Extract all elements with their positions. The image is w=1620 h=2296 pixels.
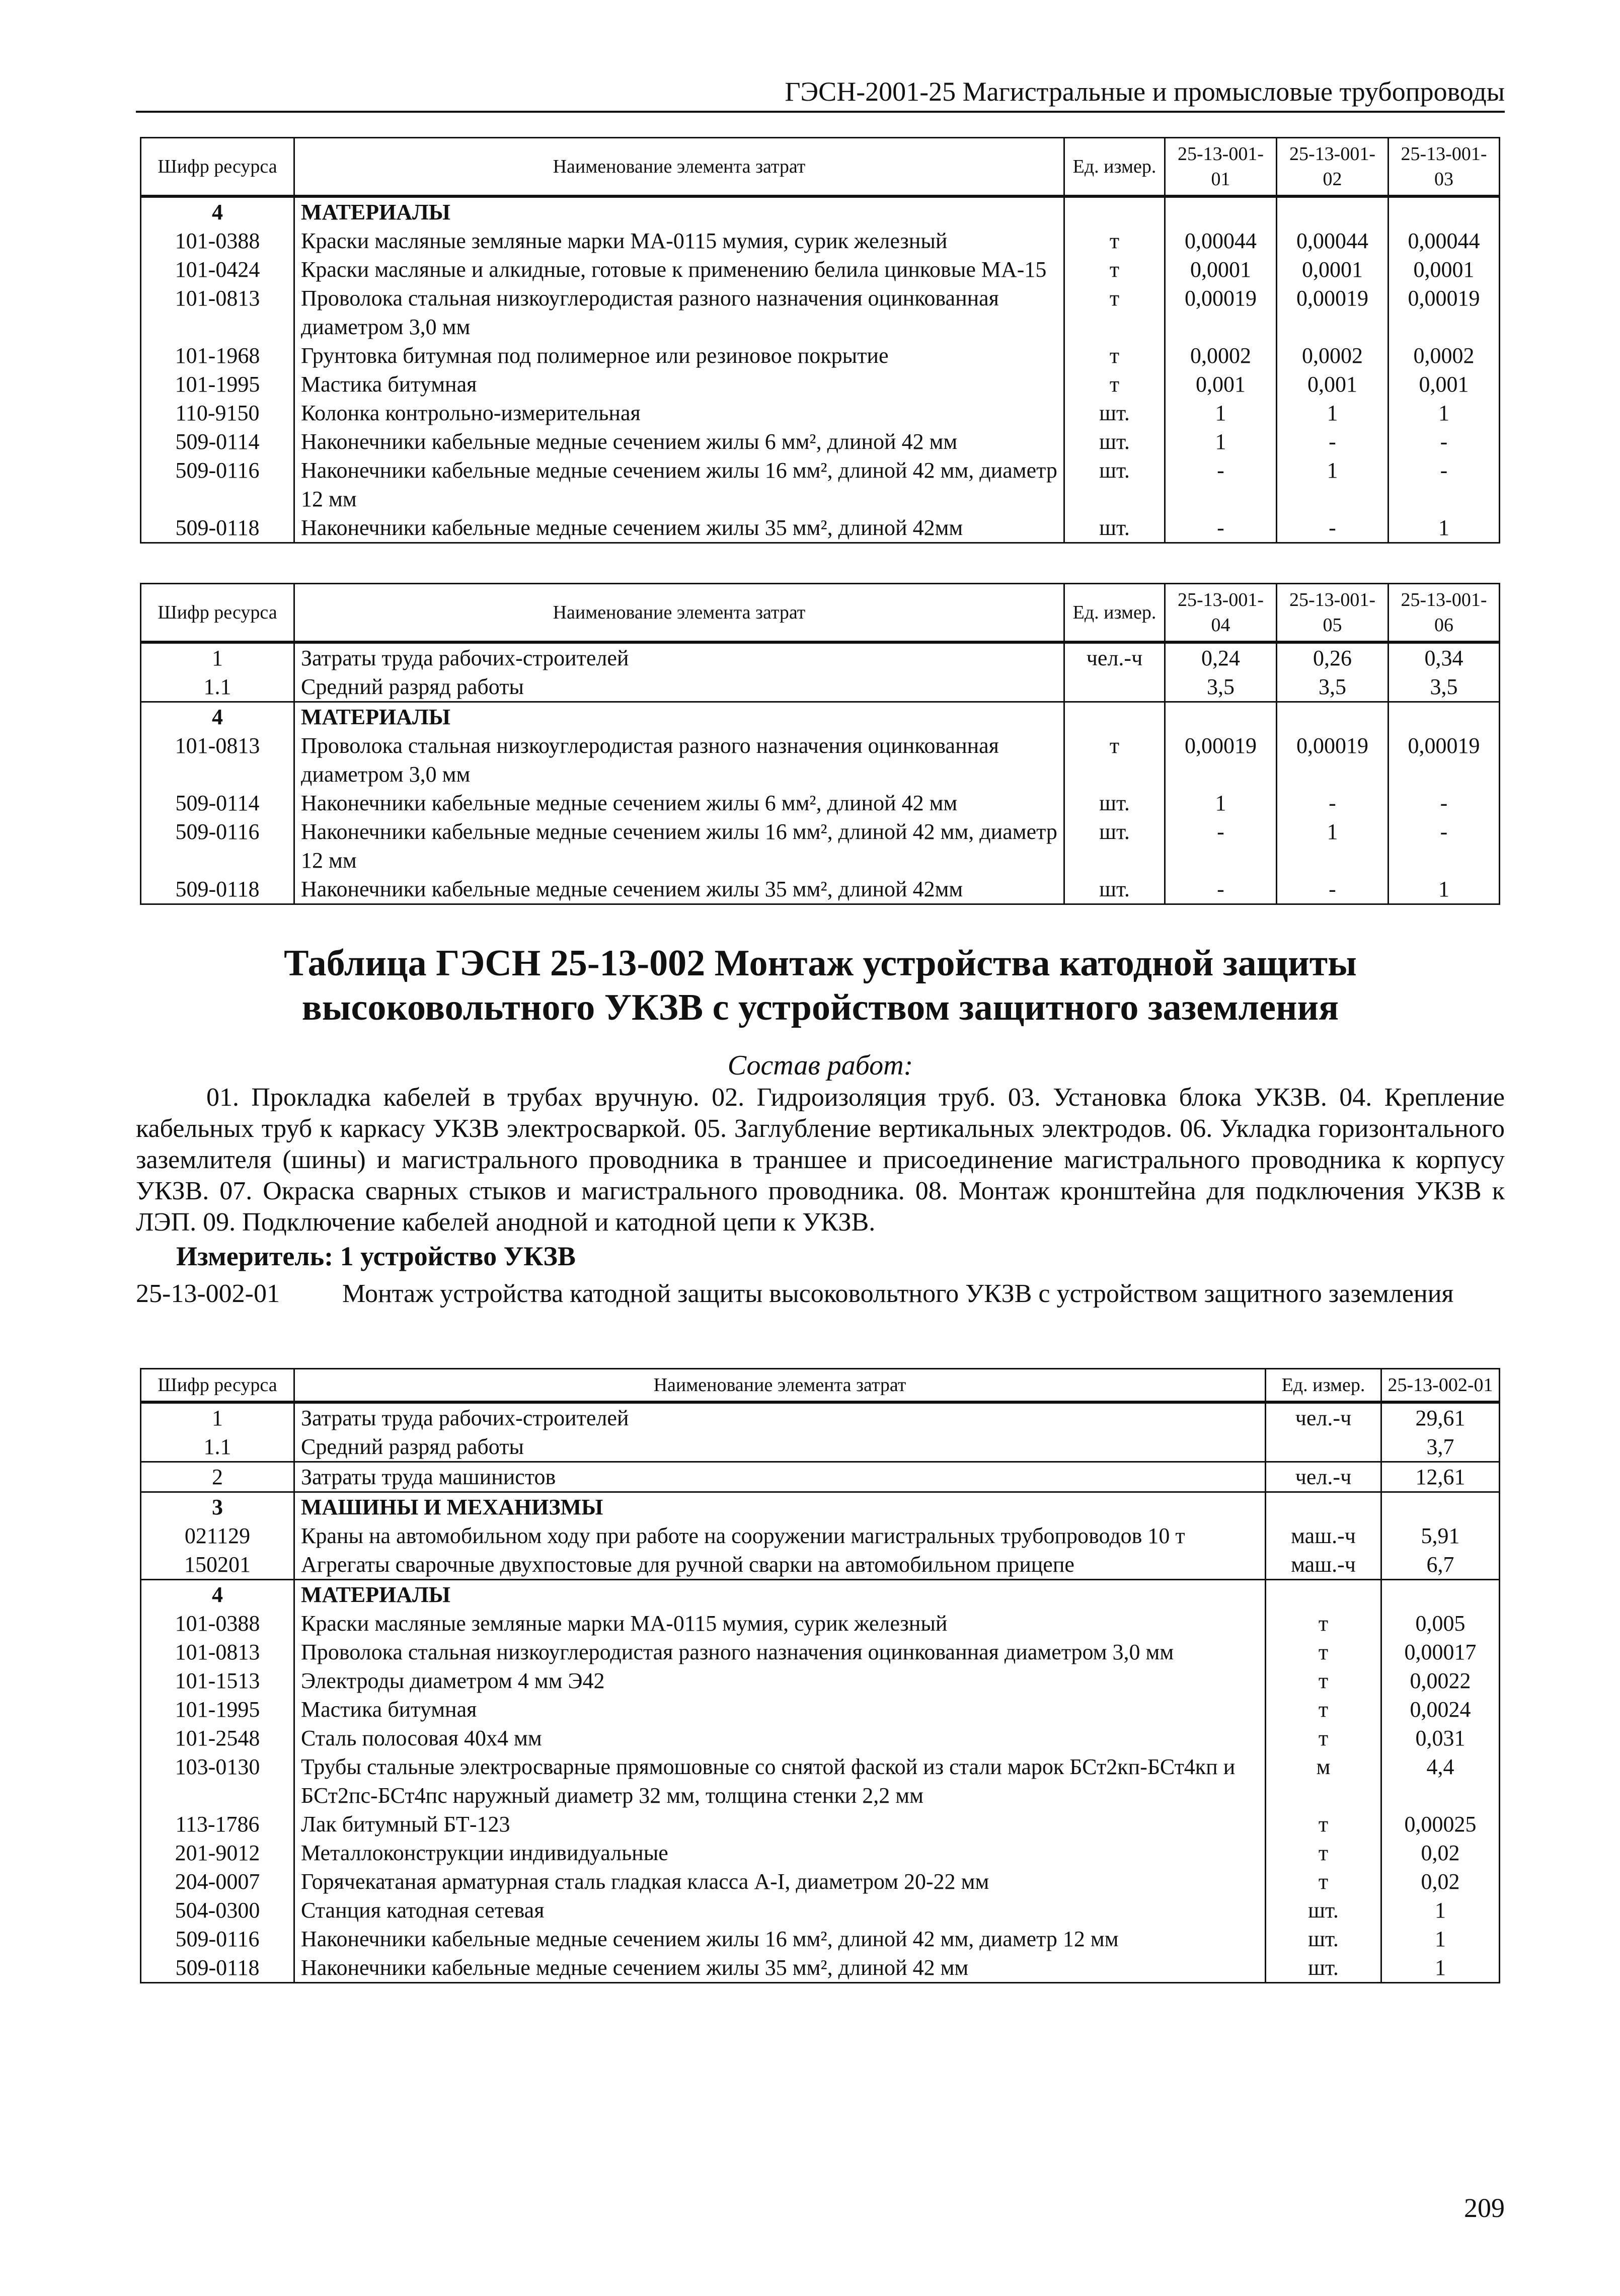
table-row [141, 1724, 1500, 1752]
row-value: - [1277, 875, 1388, 904]
row-value: 0,0002 [1277, 341, 1388, 370]
table-row [141, 1666, 1500, 1695]
row-name: Средний разряд работы [294, 1432, 1266, 1462]
col-header-norm: 25-13-001-06 [1388, 584, 1500, 643]
row-unit: шт. [1064, 789, 1165, 817]
row-code: 150201 [141, 1550, 294, 1580]
table-row [141, 1492, 1500, 1522]
row-name: Наконечники кабельные медные сечением жилы 16 мм², длиной 42 мм, диаметр 12 мм [294, 456, 1064, 513]
row-name: МАШИНЫ И МЕХАНИЗМЫ [294, 1492, 1266, 1522]
table-row [141, 1432, 1500, 1462]
row-unit: шт. [1064, 817, 1165, 875]
table-row [141, 1580, 1500, 1610]
row-code: 4 [141, 196, 294, 226]
col-header-name: Наименование элемента затрат [294, 1369, 1266, 1403]
row-value [1388, 196, 1500, 226]
row-name: Электроды диаметром 4 мм Э42 [294, 1666, 1266, 1695]
table-row [141, 1609, 1500, 1638]
row-unit: т [1064, 255, 1165, 284]
table-row [141, 1867, 1500, 1896]
row-value: 0,34 [1388, 642, 1500, 672]
composition-text: 01. Прокладка кабелей в трубах вручную. 02. Гидроизоляция труб. 03. Установка блока УКЗВ. 04. Крепление кабельных труб к каркасу УКЗВ электросваркой. 05. Заглубление вертикальных электродов. 06. Укладка горизонтального заземлителя (шины) и магистрального проводника в траншее и присоединение магистрального проводника к корпусу УКЗВ. 07. Окраска сварных стыков и магистрального проводника. 08. Монтаж кронштейна для подключения УКЗВ к ЛЭП. 09. Подключение кабелей анодной и катодной цепи к УКЗВ. [136, 1083, 1505, 1237]
row-value: 0,00025 [1381, 1810, 1500, 1839]
row-name: МАТЕРИАЛЫ [294, 1580, 1266, 1610]
table-header-row [141, 584, 1500, 643]
row-code: 101-0424 [141, 255, 294, 284]
row-unit: т [1064, 370, 1165, 399]
table-row [141, 731, 1500, 789]
table-row [141, 370, 1500, 399]
row-value: 3,5 [1388, 672, 1500, 702]
table-title: Таблица ГЭСН 25-13-002 Монтаж устройства катодной защиты высоковольтного УКЗВ с устройством защитного заземления [284, 943, 1357, 1028]
row-name: Станция катодная сетевая [294, 1896, 1266, 1925]
row-name: Агрегаты сварочные двухпостовые для ручной сварки на автомобильном прицепе [294, 1550, 1266, 1580]
row-code: 1.1 [141, 672, 294, 702]
row-unit: т [1266, 1666, 1381, 1695]
row-value: - [1277, 789, 1388, 817]
row-value: 0,0024 [1381, 1695, 1500, 1724]
row-name: Сталь полосовая 40х4 мм [294, 1724, 1266, 1752]
table-row [141, 875, 1500, 904]
row-name: Проволока стальная низкоуглеродистая разного назначения оцинкованная диаметром 3,0 мм [294, 731, 1064, 789]
row-value: 0,00019 [1277, 731, 1388, 789]
row-code: 201-9012 [141, 1839, 294, 1867]
row-value: - [1165, 817, 1277, 875]
row-unit: шт. [1064, 399, 1165, 427]
row-unit: шт. [1064, 875, 1165, 904]
col-header-code: Шифр ресурса [141, 584, 294, 643]
col-header-unit: Ед. измер. [1064, 138, 1165, 197]
row-value: 0,0001 [1388, 255, 1500, 284]
row-name: Наконечники кабельные медные сечением жилы 16 мм², длиной 42 мм, диаметр 12 мм [294, 817, 1064, 875]
row-value: 0,00044 [1277, 226, 1388, 255]
row-name: Наконечники кабельные медные сечением жилы 35 мм², длиной 42мм [294, 513, 1064, 543]
row-value: - [1388, 456, 1500, 513]
row-value: 1 [1381, 1896, 1500, 1925]
row-code: 103-0130 [141, 1752, 294, 1810]
row-value: 0,001 [1165, 370, 1277, 399]
row-unit: т [1064, 731, 1165, 789]
row-value: 0,001 [1388, 370, 1500, 399]
row-code: 101-0813 [141, 284, 294, 341]
norm-code: 25-13-002-01 [136, 1279, 280, 1308]
row-value [1165, 196, 1277, 226]
row-code: 509-0114 [141, 789, 294, 817]
col-header-code: Шифр ресурса [141, 138, 294, 197]
row-value [1388, 702, 1500, 732]
row-unit [1064, 672, 1165, 702]
col-header-unit: Ед. измер. [1266, 1369, 1381, 1403]
table-row [141, 817, 1500, 875]
row-value: - [1388, 789, 1500, 817]
row-name: МАТЕРИАЛЫ [294, 196, 1064, 226]
row-unit [1266, 1492, 1381, 1522]
row-value: 0,0001 [1277, 255, 1388, 284]
row-value: 1 [1388, 875, 1500, 904]
row-name: Горячекатаная арматурная сталь гладкая класса А-I, диаметром 20-22 мм [294, 1867, 1266, 1896]
row-unit: т [1064, 284, 1165, 341]
row-value: 29,61 [1381, 1402, 1500, 1432]
table-row [141, 456, 1500, 513]
row-unit: шт. [1064, 427, 1165, 456]
row-code: 509-0114 [141, 427, 294, 456]
row-code: 509-0118 [141, 513, 294, 543]
row-code: 101-1995 [141, 370, 294, 399]
row-unit: шт. [1064, 456, 1165, 513]
col-header-norm: 25-13-001-02 [1277, 138, 1388, 197]
row-name: Наконечники кабельные медные сечением жилы 35 мм², длиной 42мм [294, 875, 1064, 904]
row-unit: т [1266, 1638, 1381, 1666]
row-value: 0,00019 [1388, 284, 1500, 341]
row-name: Наконечники кабельные медные сечением жилы 6 мм², длиной 42 мм [294, 427, 1064, 456]
row-value: 1 [1381, 1953, 1500, 1983]
table-row [141, 1810, 1500, 1839]
row-code: 101-0813 [141, 731, 294, 789]
row-value: 0,0022 [1381, 1666, 1500, 1695]
row-value: 4,4 [1381, 1752, 1500, 1810]
row-unit: маш.-ч [1266, 1521, 1381, 1550]
table-row [141, 1402, 1500, 1432]
row-name: Мастика битумная [294, 1695, 1266, 1724]
row-name: Наконечники кабельные медные сечением жилы 35 мм², длиной 42 мм [294, 1953, 1266, 1983]
table-row [141, 672, 1500, 702]
norm-description: Монтаж устройства катодной защиты высоковольтного УКЗВ с устройством защитного заземления [342, 1279, 1454, 1308]
table-row [141, 341, 1500, 370]
row-code: 2 [141, 1462, 294, 1492]
table-row [141, 196, 1500, 226]
row-value: 3,5 [1277, 672, 1388, 702]
table-row [141, 702, 1500, 732]
col-header-name: Наименование элемента затрат [294, 584, 1064, 643]
col-header-norm: 25-13-001-01 [1165, 138, 1277, 197]
row-code: 101-2548 [141, 1724, 294, 1752]
row-value: 0,00019 [1165, 284, 1277, 341]
row-name: Проволока стальная низкоуглеродистая разного назначения оцинкованная диаметром 3,0 мм [294, 284, 1064, 341]
row-value: 0,00019 [1277, 284, 1388, 341]
row-code: 101-1968 [141, 341, 294, 370]
row-value: 0,031 [1381, 1724, 1500, 1752]
row-name: Мастика битумная [294, 370, 1064, 399]
table-row [141, 1839, 1500, 1867]
table-header-row [141, 138, 1500, 197]
table-row [141, 513, 1500, 543]
row-unit: т [1266, 1695, 1381, 1724]
row-code: 509-0116 [141, 456, 294, 513]
row-value: 1 [1388, 399, 1500, 427]
composition-caption: Состав работ: [727, 1050, 913, 1081]
col-header-unit: Ед. измер. [1064, 584, 1165, 643]
row-code: 504-0300 [141, 1896, 294, 1925]
row-name: Краски масляные и алкидные, готовые к применению белила цинковые МА-15 [294, 255, 1064, 284]
row-value: 0,0002 [1388, 341, 1500, 370]
row-value: - [1277, 513, 1388, 543]
row-code: 1 [141, 642, 294, 672]
col-header-norm: 25-13-001-04 [1165, 584, 1277, 643]
row-unit: т [1266, 1609, 1381, 1638]
row-value: 1 [1165, 789, 1277, 817]
table-row [141, 1638, 1500, 1666]
row-value: 6,7 [1381, 1550, 1500, 1580]
row-value: 1 [1165, 427, 1277, 456]
row-unit: т [1266, 1724, 1381, 1752]
row-value [1277, 702, 1388, 732]
row-value: 0,24 [1165, 642, 1277, 672]
row-unit: шт. [1266, 1896, 1381, 1925]
row-value [1381, 1580, 1500, 1610]
table-row [141, 1462, 1500, 1492]
row-name: Затраты труда рабочих-строителей [294, 642, 1064, 672]
row-unit: шт. [1266, 1925, 1381, 1953]
row-value: - [1388, 817, 1500, 875]
table-header-row [141, 1369, 1500, 1403]
row-value: 5,91 [1381, 1521, 1500, 1550]
row-value: 0,0001 [1165, 255, 1277, 284]
row-name: МАТЕРИАЛЫ [294, 702, 1064, 732]
measure-line: Измеритель: 1 устройство УКЗВ [176, 1241, 576, 1271]
table-row [141, 1925, 1500, 1953]
row-unit [1266, 1580, 1381, 1610]
table-row [141, 789, 1500, 817]
row-code: 101-0388 [141, 226, 294, 255]
row-name: Затраты труда рабочих-строителей [294, 1402, 1266, 1432]
row-value: 0,00019 [1388, 731, 1500, 789]
row-code: 1.1 [141, 1432, 294, 1462]
row-value: 12,61 [1381, 1462, 1500, 1492]
running-header: ГЭСН-2001-25 Магистральные и промысловые трубопроводы [136, 75, 1505, 113]
col-header-name: Наименование элемента затрат [294, 138, 1064, 197]
row-value: - [1388, 427, 1500, 456]
row-value: 1 [1381, 1925, 1500, 1953]
row-unit [1064, 196, 1165, 226]
row-value [1277, 196, 1388, 226]
col-header-norm: 25-13-002-01 [1381, 1369, 1500, 1403]
table-row [141, 1695, 1500, 1724]
table-row [141, 255, 1500, 284]
row-value: 0,02 [1381, 1839, 1500, 1867]
row-unit: т [1266, 1810, 1381, 1839]
row-unit: м [1266, 1752, 1381, 1810]
row-name: Металлоконструкции индивидуальные [294, 1839, 1266, 1867]
row-code: 509-0118 [141, 875, 294, 904]
row-unit: т [1266, 1839, 1381, 1867]
table-row [141, 1953, 1500, 1983]
col-header-code: Шифр ресурса [141, 1369, 294, 1403]
row-unit: чел.-ч [1064, 642, 1165, 672]
row-value: 1 [1388, 513, 1500, 543]
row-name: Краски масляные земляные марки МА-0115 мумия, сурик железный [294, 1609, 1266, 1638]
row-value: 0,00017 [1381, 1638, 1500, 1666]
row-code: 110-9150 [141, 399, 294, 427]
row-value: 0,0002 [1165, 341, 1277, 370]
table-row [141, 1521, 1500, 1550]
row-value: 0,00019 [1165, 731, 1277, 789]
table-row [141, 399, 1500, 427]
row-unit: чел.-ч [1266, 1462, 1381, 1492]
resource-table-2 [140, 583, 1500, 905]
resource-table-3 [140, 1368, 1500, 1983]
row-name: Наконечники кабельные медные сечением жилы 16 мм², длиной 42 мм, диаметр 12 мм [294, 1925, 1266, 1953]
col-header-norm: 25-13-001-03 [1388, 138, 1500, 197]
row-code: 4 [141, 702, 294, 732]
row-unit: чел.-ч [1266, 1402, 1381, 1432]
row-value: 3,7 [1381, 1432, 1500, 1462]
row-code: 3 [141, 1492, 294, 1522]
table-row [141, 642, 1500, 672]
row-value [1381, 1492, 1500, 1522]
row-value: 1 [1277, 399, 1388, 427]
row-value: - [1165, 456, 1277, 513]
row-name: Наконечники кабельные медные сечением жилы 6 мм², длиной 42 мм [294, 789, 1064, 817]
row-unit: т [1064, 341, 1165, 370]
resource-table-1 [140, 137, 1500, 544]
row-code: 113-1786 [141, 1810, 294, 1839]
row-code: 021129 [141, 1521, 294, 1550]
row-name: Краны на автомобильном ходу при работе на сооружении магистральных трубопроводов 10 т [294, 1521, 1266, 1550]
row-code: 4 [141, 1580, 294, 1610]
row-name: Грунтовка битумная под полимерное или резиновое покрытие [294, 341, 1064, 370]
table-row [141, 284, 1500, 341]
row-value: 0,001 [1277, 370, 1388, 399]
table-row [141, 1896, 1500, 1925]
row-value: - [1165, 513, 1277, 543]
row-name: Проволока стальная низкоуглеродистая разного назначения оцинкованная диаметром 3,0 мм [294, 1638, 1266, 1666]
table-row [141, 427, 1500, 456]
row-code: 509-0116 [141, 1925, 294, 1953]
row-value: 1 [1277, 817, 1388, 875]
row-name: Средний разряд работы [294, 672, 1064, 702]
row-value: 1 [1277, 456, 1388, 513]
row-code: 101-0813 [141, 1638, 294, 1666]
row-unit [1266, 1432, 1381, 1462]
row-name: Лак битумный БТ-123 [294, 1810, 1266, 1839]
row-value: 0,00044 [1165, 226, 1277, 255]
col-header-norm: 25-13-001-05 [1277, 584, 1388, 643]
table-row [141, 226, 1500, 255]
row-name: Затраты труда машинистов [294, 1462, 1266, 1492]
row-value: 0,00044 [1388, 226, 1500, 255]
row-code: 101-1995 [141, 1695, 294, 1724]
row-value [1165, 702, 1277, 732]
row-unit: шт. [1266, 1953, 1381, 1983]
row-unit: шт. [1064, 513, 1165, 543]
row-value: - [1165, 875, 1277, 904]
row-name: Трубы стальные электросварные прямошовные со снятой фаской из стали марок БСт2кп-БСт4кп и БСт2пс-БСт4пс наружный диаметр 32 мм, толщина стенки 2,2 мм [294, 1752, 1266, 1810]
page-number: 209 [1464, 2193, 1505, 2223]
row-value: 1 [1165, 399, 1277, 427]
row-unit [1064, 702, 1165, 732]
row-code: 101-1513 [141, 1666, 294, 1695]
row-name: Краски масляные земляные марки МА-0115 мумия, сурик железный [294, 226, 1064, 255]
row-code: 509-0118 [141, 1953, 294, 1983]
row-unit: т [1266, 1867, 1381, 1896]
row-code: 101-0388 [141, 1609, 294, 1638]
row-unit: т [1064, 226, 1165, 255]
row-code: 204-0007 [141, 1867, 294, 1896]
row-code: 1 [141, 1402, 294, 1432]
row-name: Колонка контрольно-измерительная [294, 399, 1064, 427]
row-code: 509-0116 [141, 817, 294, 875]
row-value: 3,5 [1165, 672, 1277, 702]
row-value: 0,005 [1381, 1609, 1500, 1638]
row-value: 0,02 [1381, 1867, 1500, 1896]
table-row [141, 1550, 1500, 1580]
row-value: 0,26 [1277, 642, 1388, 672]
row-unit: маш.-ч [1266, 1550, 1381, 1580]
table-row [141, 1752, 1500, 1810]
row-value: - [1277, 427, 1388, 456]
